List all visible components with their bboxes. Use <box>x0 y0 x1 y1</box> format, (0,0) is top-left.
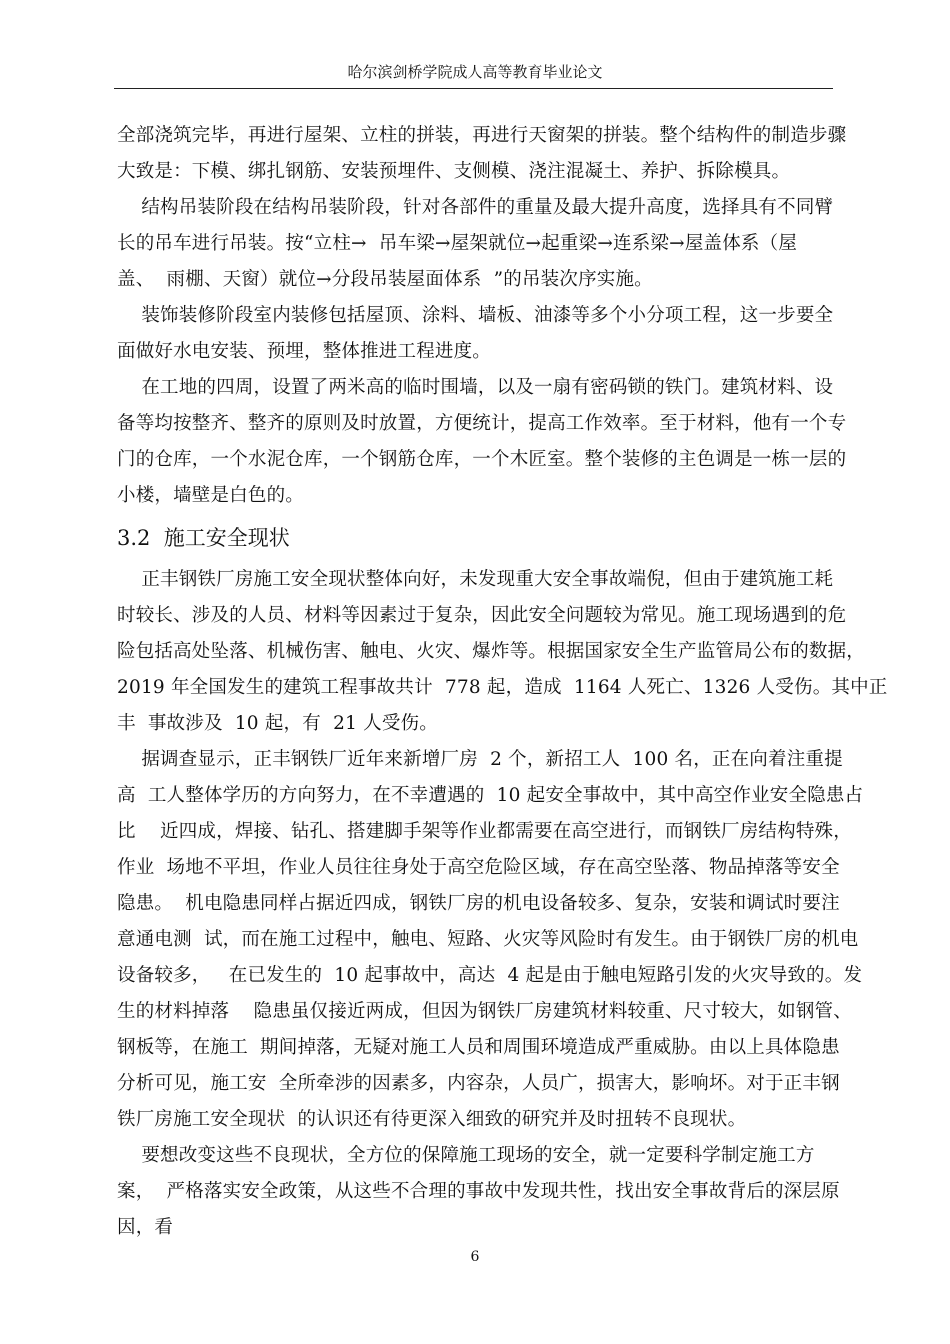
text-line: 据调查显示，正丰钢铁厂近年来新增厂房 2 个，新招工人 100 名，正在向着注重提 <box>117 749 843 770</box>
page-body <box>117 118 888 1246</box>
text-line: 隐患。 机电隐患同样占据近四成，钢铁厂房的机电设备较多、复杂，安装和调试时要注 <box>117 893 840 914</box>
text-line: 门的仓库，一个水泥仓库，一个钢筋仓库，一个木匠室。整个装修的主色调是一栋一层的 <box>117 449 847 470</box>
text-line: 丰 事故涉及 10 起，有 21 人受伤。 <box>117 713 438 734</box>
text-line: 装饰装修阶段室内装修包括屋顶、涂料、墙板、油漆等多个小分项工程，这一步要全 <box>117 305 834 326</box>
text-line: 比 近四成，焊接、钻孔、搭建脚手架等作业都需要在高空进行，而钢铁厂房结构特殊， <box>117 821 852 842</box>
text-line: 时较长、涉及的人员、材料等因素过于复杂，因此安全问题较为常见。施工现场遇到的危 <box>117 605 847 626</box>
text-line: 钢板等，在施工 期间掉落，无疑对施工人员和周围环境造成严重威胁。由以上具体隐患 <box>117 1037 840 1058</box>
text-line: 高 工人整体学历的方向努力，在不幸遭遇的 10 起安全事故中，其中高空作业安全隐患占 <box>117 785 864 806</box>
text-line: 案， 严格落实安全政策，从这些不合理的事故中发现共性，找出安全事故背后的深层原 <box>117 1181 840 1202</box>
text-line: 险包括高处坠落、机械伤害、触电、火灾、爆炸等。根据国家安全生产监管局公布的数据， <box>117 641 866 662</box>
text-line: 长的吊车进行吊装。按“立柱→ 吊车梁→屋架就位→起重梁→连系梁→屋盖体系（屋 <box>117 233 798 254</box>
page-header: 哈尔滨剑桥学院成人高等教育毕业论文 <box>347 63 603 81</box>
text-line: 分析可见，施工安 全所牵涉的因素多，内容杂，人员广，损害大，影响坏。对于正丰钢 <box>117 1073 840 1094</box>
text-line: 因，看 <box>117 1217 174 1238</box>
text-line: 要想改变这些不良现状，全方位的保障施工现场的安全，就一定要科学制定施工方 <box>117 1145 815 1166</box>
text-line: 大致是：下模、绑扎钢筋、安装预埋件、支侧模、浇注混凝土、养护、拆除模具。 <box>117 161 791 182</box>
text-line: 意通电测 试，而在施工过程中，触电、短路、火灾等风险时有发生。由于钢铁厂房的机电 <box>117 929 859 950</box>
text-line: 结构吊装阶段在结构吊装阶段，针对各部件的重量及最大提升高度，选择具有不同臂 <box>117 197 834 218</box>
text-line: 铁厂房施工安全现状 的认识还有待更深入细致的研究并及时扭转不良现状。 <box>117 1109 747 1130</box>
text-line: 2019 年全国发生的建筑工程事故共计 778 起，造成 1164 人死亡、1326 人受伤。其中正 <box>117 677 888 698</box>
text-line: 正丰钢铁厂房施工安全现状整体向好，未发现重大安全事故端倪，但由于建筑施工耗 <box>117 569 834 590</box>
text-line: 小楼，墙壁是白色的。 <box>117 485 305 506</box>
text-line: 设备较多， 在已发生的 10 起事故中，高达 4 起是由于触电短路引发的火灾导致的。发 <box>117 965 863 986</box>
text-line: 全部浇筑完毕，再进行屋架、立柱的拼装，再进行天窗架的拼装。整个结构件的制造步骤 <box>117 125 847 146</box>
text-line: 盖、 雨棚、天窗）就位→分段吊装屋面体系 ”的吊装次序实施。 <box>117 269 653 290</box>
section-heading: 3.2 施工安全现状 <box>117 526 290 550</box>
text-line: 生的材料掉落 隐患虽仅接近两成，但因为钢铁厂房建筑材料较重、尺寸较大，如钢管、 <box>117 1001 852 1022</box>
text-line: 作业 场地不平坦，作业人员往往身处于高空危险区域，存在高空坠落、物品掉落等安全 <box>117 857 840 878</box>
text-line: 面做好水电安装、预埋，整体推进工程进度。 <box>117 341 492 362</box>
page-number: 6 <box>470 1249 480 1265</box>
header-rule <box>114 88 833 89</box>
text-line: 备等均按整齐、整齐的原则及时放置，方便统计，提高工作效率。至于材料，他有一个专 <box>117 413 847 434</box>
text-line: 在工地的四周，设置了两米高的临时围墙，以及一扇有密码锁的铁门。建筑材料、设 <box>117 377 834 398</box>
